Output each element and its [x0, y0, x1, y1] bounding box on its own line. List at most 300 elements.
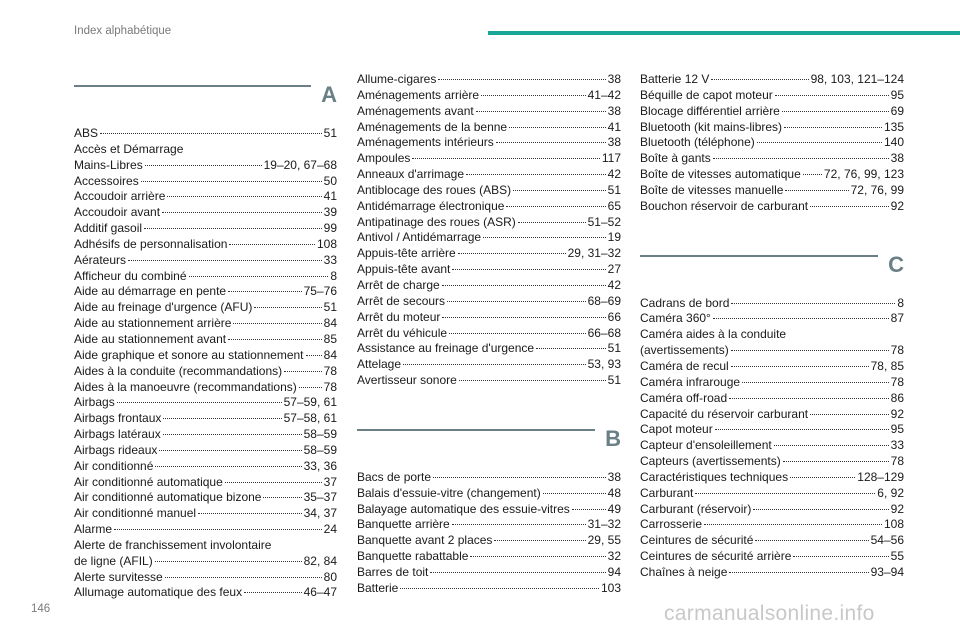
- entry-term: Antidémarrage électronique: [357, 198, 505, 213]
- entry-term: Aménagements arrière: [357, 87, 480, 102]
- index-entry: [640, 167, 904, 183]
- entry-page-ref: 78: [890, 374, 904, 389]
- entry-page-ref: 38: [607, 135, 621, 150]
- entry-page-ref: 49: [607, 501, 621, 516]
- index-column-1: [74, 78, 337, 601]
- entry-term: Air conditionné: [74, 458, 154, 473]
- entry-term: Mains-Libres: [74, 157, 143, 172]
- dot-leader: [729, 572, 868, 573]
- dot-leader: [729, 398, 888, 399]
- dot-leader: [145, 165, 262, 166]
- entry-page-ref: 78: [323, 363, 337, 378]
- entry-term: Chaînes à neige: [640, 564, 728, 579]
- entry-page-ref: 94: [607, 564, 621, 579]
- dot-leader: [459, 380, 606, 381]
- dot-leader: [742, 382, 889, 383]
- entry-term: Bouchon réservoir de carburant: [640, 198, 809, 213]
- index-entry: [357, 246, 621, 262]
- entry-term: Banquette rabattable: [357, 549, 469, 564]
- dot-leader: [403, 364, 586, 365]
- entry-page-ref: 41: [323, 189, 337, 204]
- index-entry: [74, 205, 337, 221]
- dot-leader: [442, 317, 605, 318]
- entry-page-ref: 33: [890, 438, 904, 453]
- entry-term: Barres de toit: [357, 564, 429, 579]
- entry-term: Caméra 360°: [640, 311, 711, 326]
- entry-term: Banquette avant 2 places: [357, 533, 493, 548]
- entry-term: Avertisseur sonore: [357, 373, 457, 388]
- index-entry: [357, 470, 621, 486]
- entry-page-ref: 32: [607, 549, 621, 564]
- index-entry: [640, 407, 904, 423]
- index-entry: [357, 199, 621, 215]
- entry-term: Capot moteur: [640, 422, 713, 437]
- entry-term: Bluetooth (kit mains-libres): [640, 119, 783, 134]
- entry-page-ref: 33: [323, 252, 337, 267]
- index-entry: [640, 454, 904, 470]
- entry-term: Arrêt de charge: [357, 277, 440, 292]
- entry-term: Alarme: [74, 522, 113, 537]
- index-entry: [357, 72, 621, 88]
- entry-page-ref: 85: [323, 331, 337, 346]
- entry-page-ref: 82, 84: [303, 553, 337, 568]
- dot-leader: [755, 540, 868, 541]
- index-entry: [640, 422, 904, 438]
- index-entry: [74, 490, 337, 506]
- entry-page-ref: 75–76: [303, 284, 337, 299]
- entry-term: Attelage: [357, 357, 402, 372]
- index-entry: [74, 554, 337, 570]
- index-entry: [74, 585, 337, 601]
- index-entry: [74, 284, 337, 300]
- dot-leader: [452, 524, 586, 525]
- entry-term: Aérateurs: [74, 252, 127, 267]
- entry-term: Aménagements de la benne: [357, 119, 508, 134]
- entry-page-ref: 69: [890, 103, 904, 118]
- index-entry: [357, 294, 621, 310]
- entry-term: de ligne (AFIL): [74, 553, 153, 568]
- entry-page-ref: 66: [607, 309, 621, 324]
- entry-term: Bluetooth (téléphone): [640, 135, 755, 150]
- dot-leader: [711, 79, 808, 80]
- index-entry: [357, 262, 621, 278]
- entry-page-ref: 38: [607, 469, 621, 484]
- index-entry: [640, 311, 904, 327]
- entry-term: Airbags: [74, 395, 115, 410]
- entry-term: Accoudoir arrière: [74, 189, 166, 204]
- dot-leader: [254, 307, 321, 308]
- entry-term: Afficheur du combiné: [74, 268, 187, 283]
- index-column-2: [357, 72, 621, 597]
- entry-term: Adhésifs de personnalisation: [74, 236, 228, 251]
- entry-term: Banquette arrière: [357, 517, 450, 532]
- index-entry: [74, 475, 337, 491]
- dot-leader: [713, 318, 889, 319]
- index-entry: [357, 565, 621, 581]
- dot-leader: [128, 260, 322, 261]
- index-entry: [640, 296, 904, 312]
- entry-term: ABS: [74, 126, 99, 140]
- dot-leader: [162, 212, 322, 213]
- entry-page-ref: 95: [890, 422, 904, 437]
- entry-term: Aide graphique et sonore au stationnement: [74, 347, 304, 362]
- entry-page-ref: 78: [890, 343, 904, 358]
- dot-leader: [506, 206, 605, 207]
- dot-leader: [810, 414, 889, 415]
- index-entry: [357, 230, 621, 246]
- dot-leader: [782, 111, 889, 112]
- entry-page-ref: 72, 76, 99, 123: [823, 167, 904, 182]
- index-entry: [640, 470, 904, 486]
- dot-leader: [536, 348, 606, 349]
- entry-page-ref: 29, 55: [587, 533, 621, 548]
- dot-leader: [785, 190, 848, 191]
- dot-leader: [412, 158, 599, 159]
- entry-term: Aides à la manoeuvre (recommandations): [74, 379, 297, 394]
- dot-leader: [155, 466, 301, 467]
- entry-term: Caméra infrarouge: [640, 374, 741, 389]
- entry-term: Caméra aides à la conduite: [640, 327, 787, 342]
- dot-leader: [299, 387, 322, 388]
- index-entry: [640, 151, 904, 167]
- index-entry: [74, 237, 337, 253]
- index-entry: [74, 142, 337, 158]
- dot-leader: [141, 181, 322, 182]
- entry-term: Aménagements intérieurs: [357, 135, 494, 150]
- index-entry: [74, 253, 337, 269]
- index-entry: [357, 104, 621, 120]
- dot-leader: [783, 461, 889, 462]
- entry-term: Appuis-tête avant: [357, 262, 451, 277]
- entry-term: Ampoules: [357, 151, 411, 166]
- entry-term: Boîte à gants: [640, 151, 711, 166]
- index-entry: [357, 581, 621, 597]
- watermark: carmanualsonline.info: [664, 602, 875, 625]
- dot-leader: [189, 276, 329, 277]
- entry-page-ref: 38: [607, 72, 621, 86]
- entry-term: Béquille de capot moteur: [640, 87, 773, 102]
- index-entry: [640, 72, 904, 88]
- entry-page-ref: 93–94: [870, 564, 904, 579]
- dot-leader: [167, 196, 321, 197]
- index-entry: [357, 373, 621, 389]
- dot-leader: [481, 95, 586, 96]
- entry-page-ref: 51: [323, 126, 337, 140]
- index-entry: [74, 570, 337, 586]
- section-spacer: [640, 215, 904, 248]
- entry-term: Carburant (réservoir): [640, 501, 752, 516]
- index-entry: [74, 269, 337, 285]
- entry-page-ref: 84: [323, 316, 337, 331]
- dot-leader: [163, 434, 302, 435]
- entry-page-ref: 92: [890, 501, 904, 516]
- dot-leader: [790, 477, 855, 478]
- dot-leader: [225, 482, 322, 483]
- index-entry: [74, 221, 337, 237]
- entry-term: Boîte de vitesses automatique: [640, 167, 801, 182]
- index-entry: [74, 522, 337, 538]
- index-entry: [640, 343, 904, 359]
- dot-leader: [228, 339, 322, 340]
- entry-term: Accoudoir avant: [74, 205, 161, 220]
- entry-page-ref: 58–59: [303, 442, 337, 457]
- index-entry: [357, 502, 621, 518]
- index-entry: [74, 506, 337, 522]
- entry-term: Batterie 12 V: [640, 72, 710, 86]
- entry-term: Aides à la conduite (recommandations): [74, 363, 283, 378]
- entry-term: Capteurs (avertissements): [640, 454, 781, 469]
- entry-page-ref: 41: [607, 119, 621, 134]
- dot-leader: [458, 253, 566, 254]
- index-entry: [74, 364, 337, 380]
- entry-page-ref: 72, 76, 99: [850, 182, 904, 197]
- dot-leader: [228, 291, 302, 292]
- index-entry: [74, 443, 337, 459]
- entry-page-ref: 135: [883, 119, 904, 134]
- entry-page-ref: 98, 103, 121–124: [810, 72, 904, 86]
- index-entry: [74, 411, 337, 427]
- index-entry: [640, 517, 904, 533]
- entry-page-ref: 31–32: [587, 517, 621, 532]
- entry-term: Assistance au freinage d'urgence: [357, 341, 535, 356]
- dot-leader: [159, 450, 301, 451]
- entry-page-ref: 48: [607, 485, 621, 500]
- dot-leader: [438, 79, 605, 80]
- index-entry: [357, 120, 621, 136]
- entry-page-ref: 19: [607, 230, 621, 245]
- entry-page-ref: 6, 92: [877, 485, 904, 500]
- index-entry: [640, 199, 904, 215]
- index-entry: [640, 120, 904, 136]
- index-entry: [357, 533, 621, 549]
- dot-leader: [430, 572, 605, 573]
- dot-leader: [144, 228, 322, 229]
- entry-page-ref: 53, 93: [587, 357, 621, 372]
- entry-page-ref: 51: [323, 300, 337, 315]
- index-entry: [74, 348, 337, 364]
- index-entry: [74, 158, 337, 174]
- entry-term: Aide au stationnement arrière: [74, 316, 232, 331]
- index-entry: [640, 359, 904, 375]
- entry-page-ref: 33, 36: [303, 458, 337, 473]
- entry-page-ref: 51: [607, 373, 621, 388]
- entry-term: Aide au stationnement avant: [74, 331, 227, 346]
- entry-term: Caméra de recul: [640, 358, 729, 373]
- entry-term: Aide au démarrage en pente: [74, 284, 227, 299]
- dot-leader: [470, 556, 605, 557]
- section-spacer: [357, 389, 621, 422]
- entry-page-ref: 86: [890, 390, 904, 405]
- index-entry: [74, 380, 337, 396]
- dot-leader: [713, 158, 889, 159]
- section-rule: [74, 85, 311, 87]
- dot-leader: [466, 174, 606, 175]
- index-entry: [74, 459, 337, 475]
- index-column-3: [640, 72, 904, 581]
- index-entry: [357, 151, 621, 167]
- index-entry: [357, 549, 621, 565]
- dot-leader: [198, 513, 302, 514]
- entry-page-ref: 99: [323, 221, 337, 236]
- entry-term: Ceintures de sécurité: [640, 533, 754, 548]
- dot-leader: [513, 190, 606, 191]
- entry-term: Allume-cigares: [357, 72, 437, 86]
- index-entry: [640, 135, 904, 151]
- dot-leader: [449, 333, 586, 334]
- entry-page-ref: 84: [323, 347, 337, 362]
- index-entry: [357, 341, 621, 357]
- index-entry: [357, 167, 621, 183]
- index-entry: [640, 502, 904, 518]
- entry-page-ref: 55: [890, 549, 904, 564]
- entry-page-ref: 42: [607, 167, 621, 182]
- entry-page-ref: 78: [323, 379, 337, 394]
- entry-page-ref: 46–47: [303, 585, 337, 600]
- dot-leader: [155, 561, 302, 562]
- dot-leader: [306, 355, 322, 356]
- index-entry: [357, 486, 621, 502]
- entry-page-ref: 29, 31–32: [567, 246, 621, 261]
- entry-term: Antipatinage des roues (ASR): [357, 214, 516, 229]
- dot-leader: [572, 509, 606, 510]
- entry-term: Cadrans de bord: [640, 295, 730, 310]
- dot-leader: [775, 95, 889, 96]
- dot-leader: [494, 540, 585, 541]
- entry-page-ref: 78, 85: [870, 358, 904, 373]
- dot-leader: [400, 588, 599, 589]
- entry-page-ref: 57–58, 61: [283, 411, 337, 426]
- entry-term: Allumage automatique des feux: [74, 585, 243, 600]
- entry-page-ref: 92: [890, 198, 904, 213]
- dot-leader: [784, 127, 882, 128]
- entry-page-ref: 128–129: [857, 469, 904, 484]
- section-rule: [640, 255, 878, 257]
- entry-page-ref: 50: [323, 173, 337, 188]
- index-entry: [357, 517, 621, 533]
- index-entry: [74, 427, 337, 443]
- entry-page-ref: 54–56: [870, 533, 904, 548]
- dot-leader: [518, 222, 586, 223]
- section-letter: A: [321, 82, 337, 107]
- entry-page-ref: 92: [890, 406, 904, 421]
- entry-term: Alerte survitesse: [74, 569, 163, 584]
- index-entry: [74, 300, 337, 316]
- section-header: [74, 78, 337, 126]
- dot-leader: [757, 142, 882, 143]
- dot-leader: [496, 142, 606, 143]
- dot-leader: [452, 269, 605, 270]
- dot-leader: [803, 174, 822, 175]
- dot-leader: [543, 493, 606, 494]
- entry-term: Air conditionné automatique bizone: [74, 490, 262, 505]
- section-header: [640, 248, 904, 296]
- dot-leader: [695, 493, 875, 494]
- dot-leader: [715, 429, 889, 430]
- entry-page-ref: 78: [890, 454, 904, 469]
- entry-term: Balayage automatique des essuie-vitres: [357, 501, 570, 516]
- dot-leader: [509, 127, 606, 128]
- entry-page-ref: 8: [897, 295, 904, 310]
- entry-page-ref: 68–69: [587, 293, 621, 308]
- index-entry: [357, 278, 621, 294]
- entry-term: Arrêt de secours: [357, 293, 446, 308]
- entry-page-ref: 87: [890, 311, 904, 326]
- entry-term: Appuis-tête arrière: [357, 246, 456, 261]
- dot-leader: [731, 303, 895, 304]
- entry-term: Blocage différentiel arrière: [640, 103, 780, 118]
- index-entry: [640, 565, 904, 581]
- dot-leader: [793, 556, 888, 557]
- entry-term: Carburant: [640, 485, 694, 500]
- entry-term: Antiblocage des roues (ABS): [357, 182, 512, 197]
- entry-term: Airbags frontaux: [74, 411, 162, 426]
- index-entry: [357, 310, 621, 326]
- dot-leader: [100, 133, 322, 134]
- entry-page-ref: 51–52: [587, 214, 621, 229]
- entry-term: Capteur d'ensoleillement: [640, 438, 772, 453]
- index-entry: [640, 375, 904, 391]
- page-number: 146: [31, 603, 51, 615]
- dot-leader: [163, 418, 281, 419]
- entry-page-ref: 65: [607, 198, 621, 213]
- index-entry: [74, 538, 337, 554]
- dot-leader: [447, 301, 586, 302]
- entry-page-ref: 38: [607, 103, 621, 118]
- entry-term: Accessoires: [74, 173, 139, 188]
- index-entry: [74, 174, 337, 190]
- entry-page-ref: 51: [607, 341, 621, 356]
- entry-term: Arrêt du véhicule: [357, 325, 448, 340]
- index-entry: [640, 183, 904, 199]
- entry-term: Bacs de porte: [357, 469, 432, 484]
- entry-page-ref: 38: [890, 151, 904, 166]
- entry-page-ref: 103: [600, 580, 621, 595]
- entry-page-ref: 57–59, 61: [283, 395, 337, 410]
- dot-leader: [233, 323, 321, 324]
- dot-leader: [165, 577, 322, 578]
- dot-leader: [731, 366, 869, 367]
- entry-term: Balais d'essuie-vitre (changement): [357, 485, 541, 500]
- dot-leader: [731, 350, 889, 351]
- index-entry: [640, 327, 904, 343]
- index-entry: [357, 357, 621, 373]
- dot-leader: [284, 371, 322, 372]
- index-entry: [640, 533, 904, 549]
- index-entry: [357, 88, 621, 104]
- entry-term: Arrêt du moteur: [357, 309, 441, 324]
- dot-leader: [774, 445, 889, 446]
- index-entry: [74, 126, 337, 142]
- entry-page-ref: 66–68: [587, 325, 621, 340]
- index-entry: [74, 189, 337, 205]
- section-rule: [357, 429, 595, 431]
- index-entry: [74, 316, 337, 332]
- entry-page-ref: 39: [323, 205, 337, 220]
- entry-page-ref: 34, 37: [303, 506, 337, 521]
- entry-term: Alerte de franchissement involontaire: [74, 537, 272, 552]
- entry-term: Boîte de vitesses manuelle: [640, 182, 784, 197]
- dot-leader: [483, 237, 606, 238]
- entry-page-ref: 140: [883, 135, 904, 150]
- entry-term: Ceintures de sécurité arrière: [640, 549, 792, 564]
- dot-leader: [263, 497, 301, 498]
- index-entry: [357, 183, 621, 199]
- entry-page-ref: 41–42: [587, 87, 621, 102]
- header-accent-bar: [488, 31, 960, 35]
- entry-page-ref: 37: [323, 474, 337, 489]
- entry-page-ref: 8: [330, 268, 337, 283]
- entry-term: Caractéristiques techniques: [640, 469, 789, 484]
